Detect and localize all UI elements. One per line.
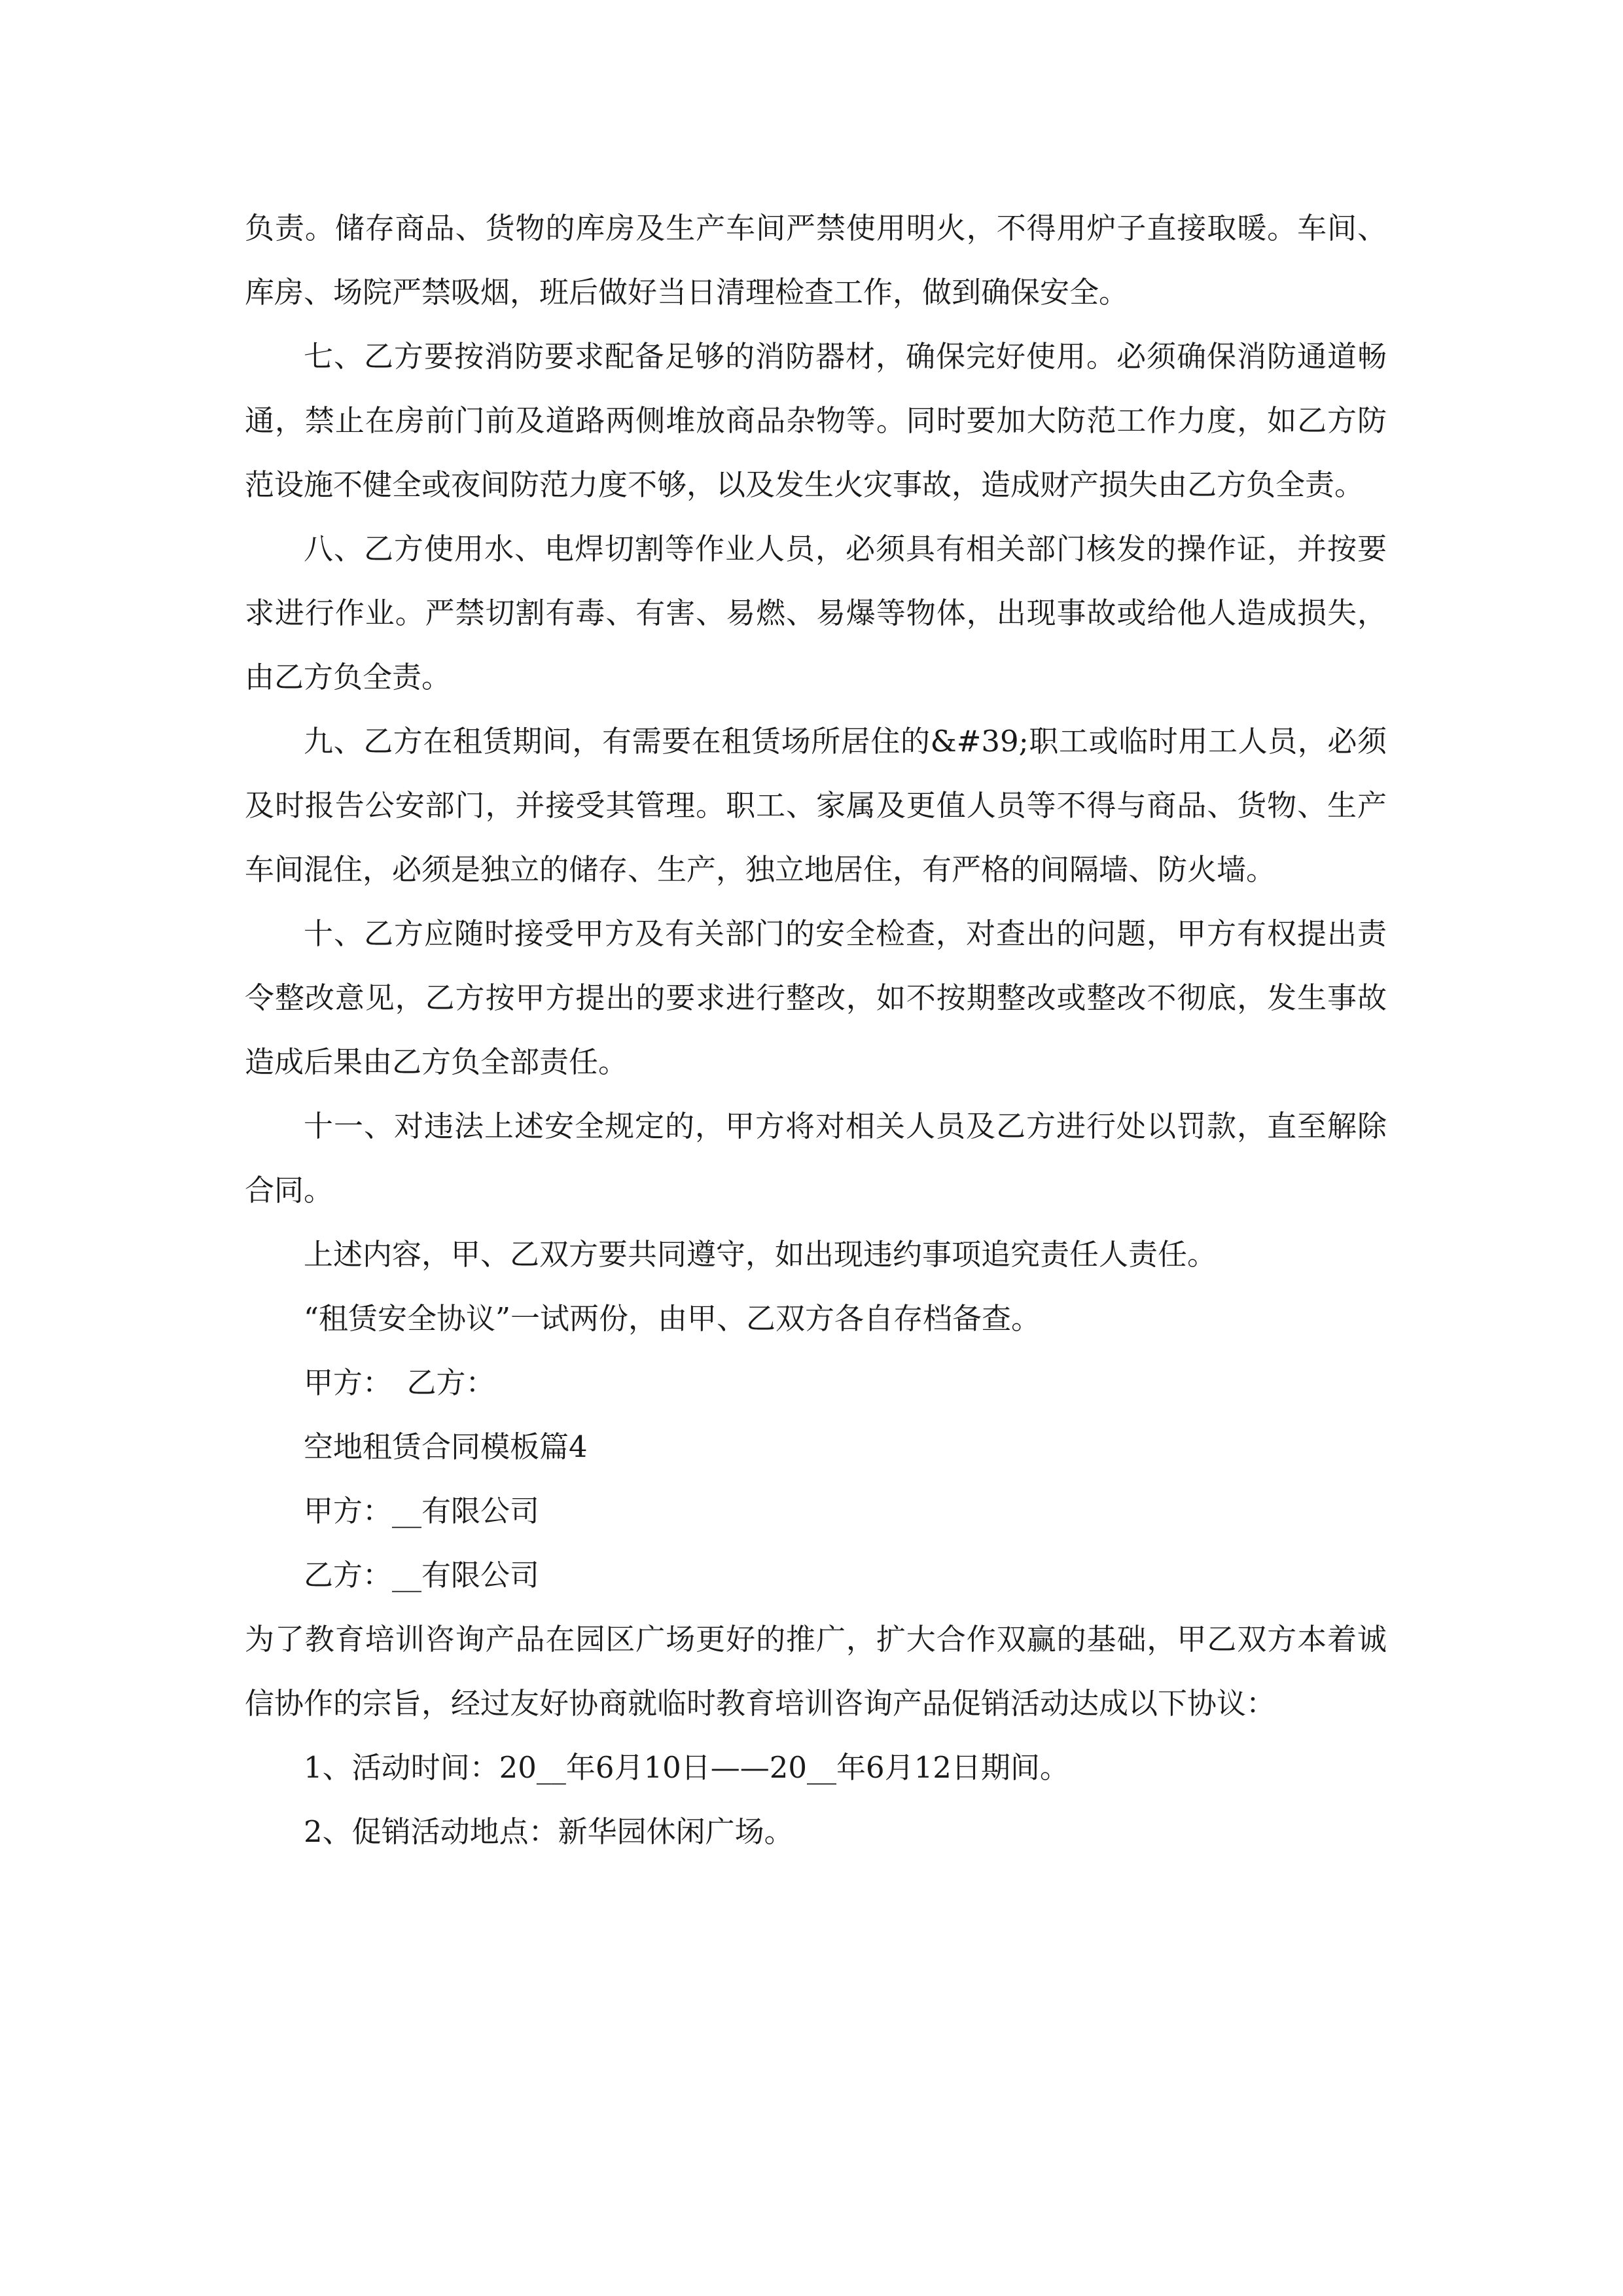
party-b-line: 乙方：__有限公司 bbox=[304, 1558, 540, 1592]
paragraph-clause-7: 七、乙方要按消防要求配备足够的消防器材，确保完好使用。必须确保消防通道畅通，禁止在房前门前及道路两侧堆放商品杂物等。同时要加大防范工作力度，如乙方防范设施不健全或夜间防范力度不够，以及发生火灾事故，造成财产损失由乙方负全责。 bbox=[245, 339, 1387, 502]
section-title: 空地租赁合同模板篇4 bbox=[304, 1429, 588, 1464]
signature-line: 甲方： 乙方： bbox=[304, 1365, 495, 1400]
paragraph-clause-8: 八、乙方使用水、电焊切割等作业人员，必须具有相关部门核发的操作证，并按要求进行作业。严禁切割有毒、有害、易燃、易爆等物体，出现事故或给他人造成损失，由乙方负全责。 bbox=[245, 531, 1387, 694]
list-item-activity-location: 2、促销活动地点：新华园休闲广场。 bbox=[304, 1814, 794, 1849]
party-a-line: 甲方：__有限公司 bbox=[304, 1494, 540, 1528]
paragraph-clause-10: 十、乙方应随时接受甲方及有关部门的安全检查，对查出的问题，甲方有权提出责令整改意见，乙方按甲方提出的要求进行整改，如不按期整改或整改不彻底，发生事故造成后果由乙方负全部责任。 bbox=[245, 916, 1387, 1079]
paragraph-clause-9: 九、乙方在租赁期间，有需要在租赁场所居住的&#39;职工或临时用工人员，必须及时报告公安部门，并接受其管理。职工、家属及更值人员等不得与商品、货物、生产车间混住，必须是独立的储存、生产，独立地居住，有严格的间隔墙、防火墙。 bbox=[245, 724, 1387, 887]
paragraph-fire-safety-continued: 负责。储存商品、货物的库房及生产车间严禁使用明火，不得用炉子直接取暖。车间、库房、场院严禁吸烟，班后做好当日清理检查工作，做到确保安全。 bbox=[245, 211, 1387, 310]
paragraph-compliance: 上述内容，甲、乙双方要共同遵守，如出现违约事项追究责任人责任。 bbox=[304, 1237, 1217, 1272]
paragraph-copies: “租赁安全协议”一试两份，由甲、乙双方各自存档备查。 bbox=[304, 1301, 1041, 1336]
list-item-activity-time: 1、活动时间：20__年6月10日——20__年6月12日期间。 bbox=[304, 1750, 1069, 1785]
paragraph-agreement-intro: 为了教育培训咨询产品在园区广场更好的推广，扩大合作双赢的基础，甲乙双方本着诚信协作的宗旨，经过友好协商就临时教育培训咨询产品促销活动达成以下协议： bbox=[245, 1622, 1387, 1721]
paragraph-clause-11: 十一、对违法上述安全规定的，甲方将对相关人员及乙方进行处以罚款，直至解除合同。 bbox=[245, 1109, 1387, 1208]
document-body bbox=[245, 196, 1387, 1864]
